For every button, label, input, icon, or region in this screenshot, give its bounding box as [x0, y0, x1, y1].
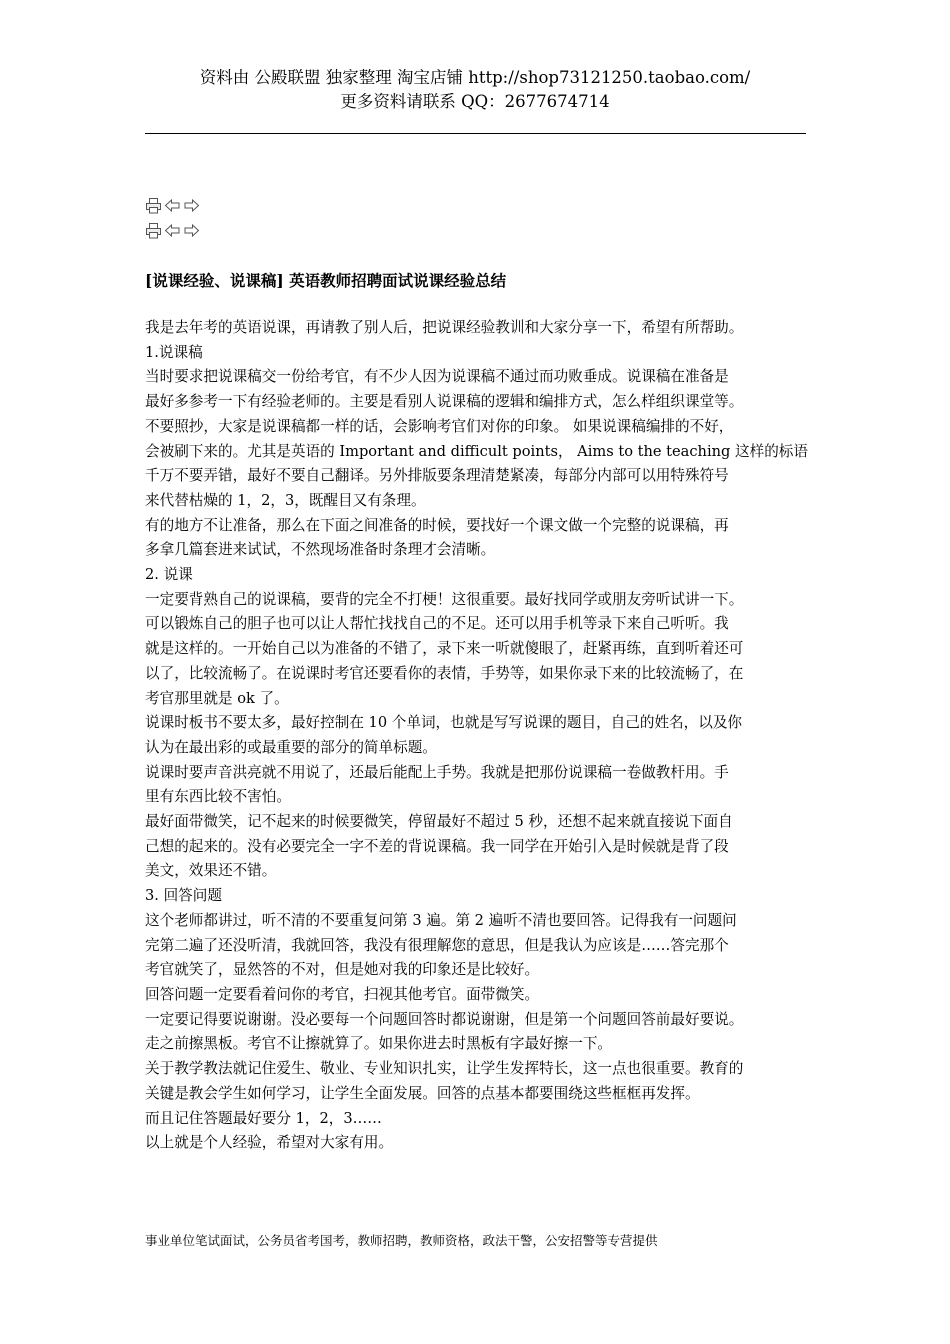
article-line: 千万不要弄错，最好不要自己翻译。另外排版要条理清楚紧凑，每部分内部可以用特殊符号: [145, 467, 729, 485]
article-line: 2. 说课: [145, 566, 193, 584]
article-line: 3. 回答问题: [145, 887, 222, 905]
article-line: 有的地方不让准备，那么在下面之间准备的时候，要找好一个课文做一个完整的说课稿，再: [145, 516, 729, 534]
article-line: 最好多参考一下有经验老师的。主要是看别人说课稿的逻辑和编排方式，怎么样组织课堂等。: [145, 393, 744, 411]
article-line: 完第二遍了还没听清，我就回答，我没有很理解您的意思，但是我认为应该是……答完那个: [145, 936, 729, 954]
article-line: 以了，比较流畅了。在说课时考官还要看你的表情，手势等，如果你录下来的比较流畅了，在: [145, 664, 744, 682]
article-line: 关于教学教法就记住爱生、敬业、专业知识扎实，让学生发挥特长，这一点也很重要。教育的: [145, 1060, 744, 1078]
header-line-1: 资料由 公殿联盟 独家整理 淘宝店铺 http://shop73121250.taobao.com/: [199, 68, 751, 87]
article-line: 而且记住答题最好要分 1，2，3……: [145, 1109, 382, 1127]
header-divider: [145, 133, 806, 134]
article-line: 来代替枯燥的 1，2，3，既醒目又有条理。: [145, 491, 426, 509]
article-line: 可以锻炼自己的胆子也可以让人帮忙找找自己的不足。还可以用手机等录下来自己听听。我: [145, 615, 729, 633]
article-title: [说课经验、说课稿] 英语教师招聘面试说课经验总结: [145, 271, 507, 290]
article-line: 认为在最出彩的或最重要的部分的简单标题。: [145, 738, 437, 756]
article-line: 当时要求把说课稿交一份给考官，有不少人因为说课稿不通过而功败垂成。说课稿在准备是: [145, 368, 729, 386]
article-line: 我是去年考的英语说课，再请教了别人后，把说课经验教训和大家分享一下，希望有所帮助。: [145, 319, 744, 336]
printer-icon[interactable]: [145, 222, 162, 239]
arrow-right-icon[interactable]: [183, 222, 200, 239]
article-line: 说课时板书不要太多，最好控制在 10 个单词，也就是写写说课的题目，自己的姓名，以及你: [145, 714, 743, 732]
article-line: 考官那里就是 ok 了。: [145, 689, 289, 707]
article-line: 说课时要声音洪亮就不用说了，还最后能配上手势。我就是把那份说课稿一卷做教杆用。手: [145, 763, 729, 781]
article-line: 己想的起来的。没有必要完全一字不差的背说课稿。我一同学在开始引入是时候就是背了段: [145, 837, 729, 855]
arrow-right-icon[interactable]: [183, 197, 200, 214]
article-line: 1.说课稿: [145, 343, 203, 361]
article-line: 以上就是个人经验，希望对大家有用。: [145, 1134, 394, 1152]
article-line: 美文，效果还不错。: [145, 862, 277, 880]
article-line: 关键是教会学生如何学习，让学生全面发展。回答的点基本都要围绕这些框框再发挥。: [145, 1084, 700, 1102]
arrow-left-icon[interactable]: [164, 197, 181, 214]
article-line: 多拿几篇套进来试试，不然现场准备时条理才会清晰。: [145, 541, 496, 559]
article-line: 会被刷下来的。尤其是英语的 Important and difficult points， Aims to the teaching 这样的标语: [145, 442, 808, 460]
article-line: 里有东西比较不害怕。: [145, 788, 291, 806]
printer-icon[interactable]: [145, 197, 162, 214]
header-line-2: 更多资料请联系 QQ：2677674714: [340, 92, 610, 111]
article-line: 不要照抄，大家是说课稿都一样的话，会影响考官们对你的印象。 如果说课稿编排的不好，: [145, 417, 734, 435]
arrow-left-icon[interactable]: [164, 222, 181, 239]
article-line: 就是这样的。一开始自己以为准备的不错了，录下来一听就傻眼了，赶紧再练，直到听着还可: [145, 640, 744, 658]
article-line: 回答问题一定要看着问你的考官，扫视其他考官。面带微笑。: [145, 985, 540, 1003]
article-line: 走之前擦黑板。考官不让擦就算了。如果你进去时黑板有字最好擦一下。: [145, 1035, 613, 1053]
article-body: [145, 316, 825, 1156]
article-toolbar-2: [145, 221, 200, 239]
article-line: 一定要记得要说谢谢。没必要每一个问题回答时都说谢谢，但是第一个问题回答前最好要说。: [145, 1010, 744, 1028]
page-footer: 事业单位笔试面试，公务员省考国考，教师招聘，教师资格，政法干警，公安招警等专营提供: [145, 1233, 658, 1248]
article-line: 这个老师都讲过，听不清的不要重复问第 3 遍。第 2 遍听不清也要回答。记得我有一问题问: [145, 911, 737, 929]
article-line: 考官就笑了，显然答的不对，但是她对我的印象还是比较好。: [145, 961, 540, 979]
page-header: [0, 66, 950, 114]
article-toolbar-1: [145, 196, 200, 214]
article-line: 一定要背熟自己的说课稿，要背的完全不打梗！这很重要。最好找同学或朋友旁听试讲一下。: [145, 590, 744, 608]
article-line: 最好面带微笑，记不起来的时候要微笑，停留最好不超过 5 秒，还想不起来就直接说下面自: [145, 813, 733, 831]
